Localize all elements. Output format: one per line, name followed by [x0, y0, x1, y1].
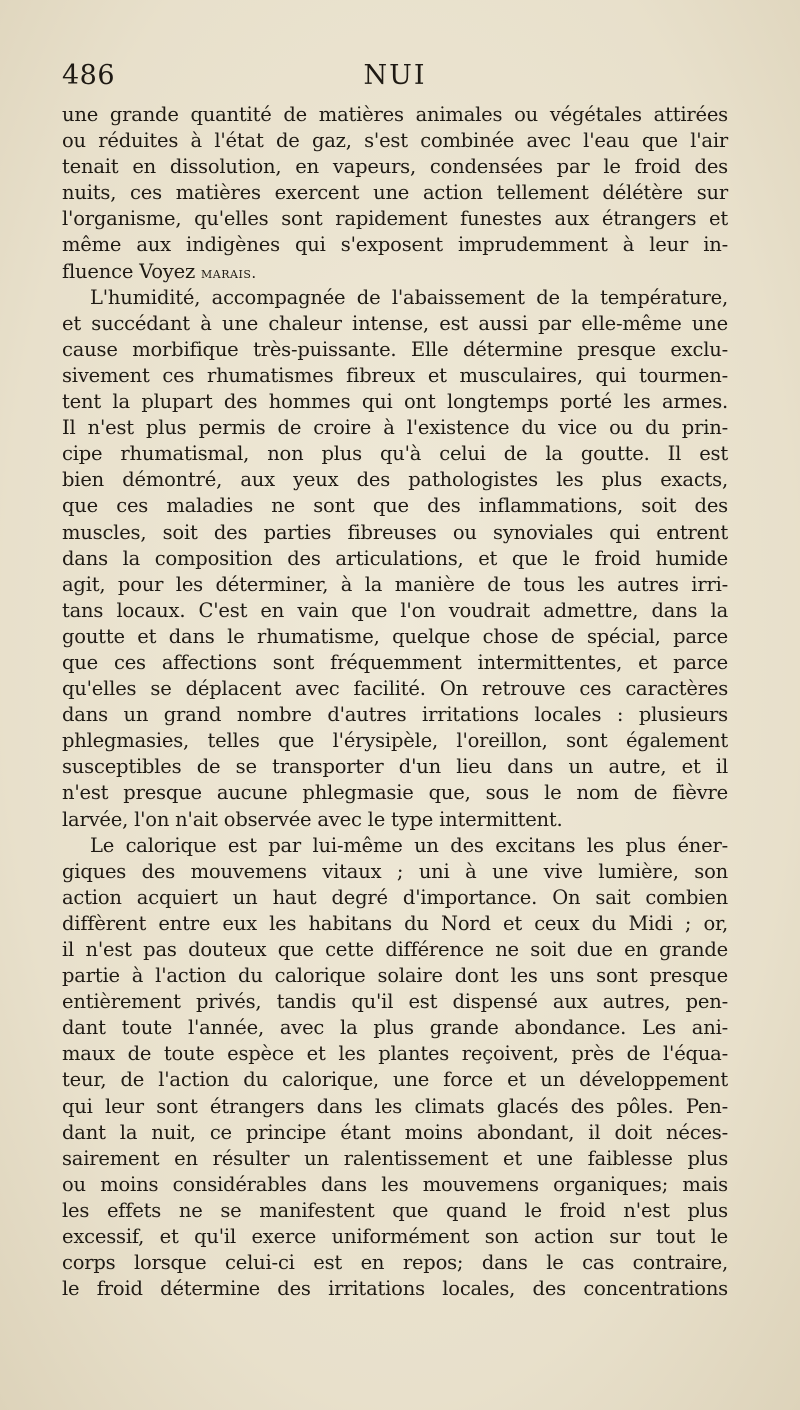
text-line: [62, 807, 728, 833]
text-line-content: excessif, et qu'il exerce uniformément son action sur tout le: [62, 1225, 728, 1249]
text-line: [62, 624, 728, 650]
text-line-content: fluence Voyez: [62, 259, 202, 283]
text-line: [62, 780, 728, 806]
text-line-content: larvée, l'on n'ait observée avec le type intermittent.: [62, 807, 563, 831]
text-line: [62, 102, 728, 128]
text-line: [62, 937, 728, 963]
text-line: [62, 415, 728, 441]
text-line: [62, 1224, 728, 1250]
text-line: [62, 259, 728, 285]
text-line-content: une grande quantité de matières animales ou végétales attirées: [62, 103, 728, 126]
text-line-content: phlegmasies, telles que l'érysipèle, l'oreillon, sont également: [62, 729, 728, 753]
text-line-content: maux de toute espèce et les plantes reçoivent, près de l'équa-: [62, 1042, 728, 1066]
text-line: [62, 572, 728, 598]
text-line-content: que ces affections sont fréquemment intermittentes, et parce: [62, 650, 728, 674]
text-line: [62, 1094, 728, 1120]
text-line-content: même aux indigènes qui s'exposent imprudemment à leur in-: [62, 233, 728, 257]
text-line: [62, 650, 728, 676]
text-line: [62, 363, 728, 389]
text-line-content: action acquiert un haut degré d'importance. On sait combien: [62, 885, 728, 909]
text-line: [62, 520, 728, 546]
text-line-content: qui leur sont étrangers dans les climats glacés des pôles. Pen-: [62, 1094, 728, 1118]
text-line-content: sivement ces rhumatismes fibreux et musculaires, qui tourmen-: [62, 363, 728, 387]
text-line-content: Il n'est plus permis de croire à l'existence du vice ou du prin-: [62, 416, 728, 440]
text-line: [62, 885, 728, 911]
text-line-content: dans la composition des articulations, et que le froid humide: [62, 546, 728, 570]
text-line: [62, 963, 728, 989]
text-line: [62, 128, 728, 154]
text-line-content: partie à l'action du calorique solaire dont les uns sont presque: [62, 964, 728, 988]
text-line: [62, 911, 728, 937]
text-line: [62, 1067, 728, 1093]
text-line-content: L'humidité, accompagnée de l'abaissement de la température,: [90, 285, 728, 309]
text-line-content: dant la nuit, ce principe étant moins abondant, il doit néces-: [62, 1120, 728, 1144]
text-line-content: Le calorique est par lui-même un des excitans les plus éner-: [90, 833, 728, 857]
page-header: [62, 58, 728, 94]
text-line-content: tans locaux. C'est en vain que l'on voudrait admettre, dans la: [62, 598, 728, 622]
text-line-content: agit, pour les déterminer, à la manière de tous les autres irri-: [62, 572, 728, 596]
text-line-content: dant toute l'année, avec la plus grande abondance. Les ani-: [62, 1016, 728, 1040]
text-line-content: n'est presque aucune phlegmasie que, sous le nom de fièvre: [62, 781, 728, 805]
text-line-content: corps lorsque celui-ci est en repos; dans le cas contraire,: [62, 1251, 728, 1275]
body-text: [62, 102, 728, 1302]
text-line-content: et succédant à une chaleur intense, est aussi par elle-même une: [62, 311, 728, 335]
text-line: [62, 1250, 728, 1276]
text-line: [62, 1198, 728, 1224]
text-line-content: tenait en dissolution, en vapeurs, condensées par le froid des: [62, 155, 728, 179]
text-line-content: le froid détermine des irritations locales, des concentrations: [62, 1277, 728, 1301]
text-line-content: muscles, soit des parties fibreuses ou synoviales qui entrent: [62, 520, 728, 544]
text-line: [62, 1120, 728, 1146]
text-line: [62, 389, 728, 415]
text-line: [62, 1276, 728, 1302]
text-line-content: tent la plupart des hommes qui ont longtemps porté les armes.: [62, 390, 728, 414]
text-line-content: sairement en résulter un ralentissement et une faiblesse plus: [62, 1146, 728, 1170]
text-line: [62, 676, 728, 702]
text-line-content: cause morbifique très-puissante. Elle détermine presque exclu-: [62, 337, 728, 361]
text-line: [62, 833, 728, 859]
cross-reference: marais.: [201, 263, 257, 282]
text-line-content: l'organisme, qu'elles sont rapidement funestes aux étrangers et: [62, 207, 728, 231]
text-line: [62, 337, 728, 363]
text-line-content: bien démontré, aux yeux des pathologistes les plus exacts,: [62, 468, 728, 492]
text-line: [62, 1172, 728, 1198]
text-line-content: giques des mouvemens vitaux ; uni à une vive lumière, son: [62, 859, 728, 883]
text-line-content: que ces maladies ne sont que des inflammations, soit des: [62, 494, 728, 518]
text-line-content: susceptibles de se transporter d'un lieu dans un autre, et il: [62, 755, 728, 779]
text-line: [62, 1146, 728, 1172]
text-line: [62, 598, 728, 624]
text-line: [62, 728, 728, 754]
page-number: 486: [62, 60, 116, 91]
text-line-content: nuits, ces matières exercent une action tellement délétère sur: [62, 181, 728, 205]
text-line: [62, 546, 728, 572]
text-line: [62, 154, 728, 180]
text-line-content: goutte et dans le rhumatisme, quelque chose de spécial, parce: [62, 624, 728, 648]
text-line: [62, 232, 728, 258]
text-line: [62, 285, 728, 311]
text-line: [62, 206, 728, 232]
text-line-content: dans un grand nombre d'autres irritations locales : plusieurs: [62, 703, 728, 727]
text-line: [62, 754, 728, 780]
running-head: NUI: [363, 60, 427, 91]
text-line: [62, 441, 728, 467]
text-line: [62, 493, 728, 519]
text-line-content: teur, de l'action du calorique, une force et un développement: [62, 1068, 728, 1092]
text-line: [62, 989, 728, 1015]
text-line: [62, 467, 728, 493]
text-line-content: ou moins considérables dans les mouvemens organiques; mais: [62, 1172, 728, 1196]
text-line-content: il n'est pas douteux que cette différence ne soit due en grande: [62, 938, 728, 961]
text-line-content: cipe rhumatismal, non plus qu'à celui de la goutte. Il est: [62, 442, 728, 466]
text-line: [62, 311, 728, 337]
text-line: [62, 702, 728, 728]
text-line-content: entièrement privés, tandis qu'il est dispensé aux autres, pen-: [62, 990, 728, 1014]
text-line: [62, 859, 728, 885]
text-line: [62, 180, 728, 206]
text-line: [62, 1015, 728, 1041]
text-line-content: qu'elles se déplacent avec facilité. On retrouve ces caractères: [62, 677, 728, 701]
text-line: [62, 1041, 728, 1067]
text-line-content: diffèrent entre eux les habitans du Nord et ceux du Midi ; or,: [62, 911, 728, 935]
text-line-content: les effets ne se manifestent que quand le froid n'est plus: [62, 1198, 728, 1222]
text-line-content: ou réduites à l'état de gaz, s'est combinée avec l'eau que l'air: [62, 129, 728, 153]
